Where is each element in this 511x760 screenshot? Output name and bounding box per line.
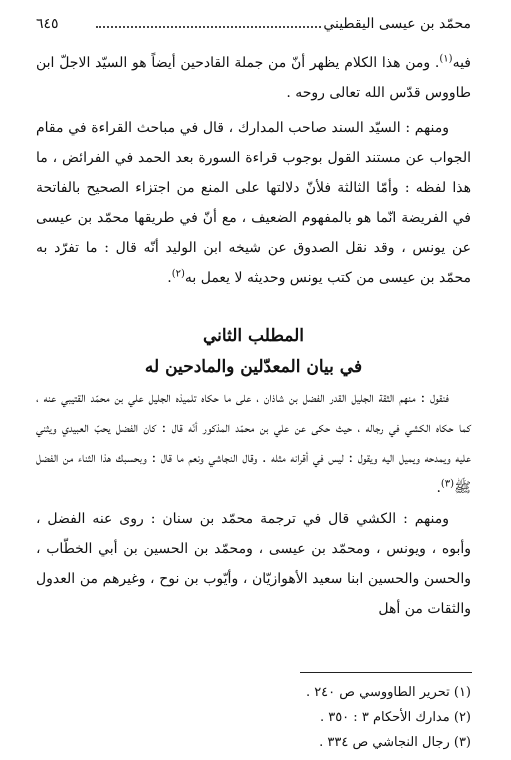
page-header: [36, 14, 471, 34]
paragraph-text: فيه: [452, 55, 471, 71]
paragraph-text-after: .: [167, 270, 172, 286]
section-subheading: في بيان المعدّلين والمادحين له: [144, 357, 363, 377]
running-title: محمّد بن عيسى اليقطيني: [323, 16, 471, 32]
footnote-3: (٣) رجال النجاشي ص ٣٣٤ .: [319, 735, 471, 750]
page-number: ٦٤٥: [36, 16, 59, 32]
footnote-ref[interactable]: (١): [439, 53, 453, 65]
section-paragraph-1: [36, 383, 471, 503]
paragraph-text: فنقول : منهم الثقة الجليل القدر الفضل بن شاذان ، على ما حكاه تلميذه الجليل علي بن محمّد القتيبي عنه ، كما حكاه الكشي في رجاله ، حيث حكى عن علي بن محمّد المذكور أنّه قال : كان الفضل يحبّ العبيدي ويثني عليه ويمدحه ويميل اليه ويقول : ليس في أقرانه مثله . وقال النجاشي ونعم ما قال : وبحسبك هذا الثناء من الفضل: [36, 390, 471, 466]
paragraph-text-after: . ومن هذا الكلام يظهر أنّ من جملة القادحين أيضاً هو السيّد الاجلّ ابن طاووس قدّس الله تعالى روحه .: [36, 55, 471, 101]
footnote-ref[interactable]: (٢): [171, 268, 185, 280]
header-dotted-leader: [96, 26, 321, 28]
footnotes: [160, 680, 471, 755]
paragraph-text-after: .: [436, 480, 441, 496]
paragraph-text: ومنهم : الكشي قال في ترجمة محمّد بن سنان : روى عنه الفضل ، وأبوه ، ويونس ، ومحمّد بن عيسى ، ومحمّد بن الحسين بن أبي الخطّاب ، والحسن والحسين ابنا سعيد الأهوازيّان ، وأيّوب بن نوح ، وغيرهم من العدول والثقات من أهل: [36, 511, 471, 617]
paragraph-1: [36, 48, 471, 108]
footnote-2: (٢) مدارك الأحكام ٣ : ٣٥٠ .: [319, 710, 471, 725]
footnote-1: (١) تحرير الطاووسي ص ٢٤٠ .: [305, 685, 471, 700]
page-body: [36, 48, 471, 624]
section-heading: المطلب الثاني: [202, 326, 305, 346]
footnote-ref[interactable]: (٣): [440, 478, 455, 490]
honorific-glyph: ﷺ: [454, 480, 471, 496]
section-paragraph-2: [36, 504, 471, 624]
paragraph-text: ومنهم : السيّد السند صاحب المدارك ، قال في مباحث القراءة في مقام الجواب عن مستند القول بوجوب قراءة السورة بعد الحمد في الفرائض ، ما هذا لفظه : وأمّا الثالثة فلأنّ دلالتها على المنع من اجتزاء الصحيح بالفاتحة في الفريضة انّما هو بالمفهوم الضعيف ، مع أنّ في طريقها محمّد بن عيسى عن يونس ، وقد نقل الصدوق عن شيخه ابن الوليد أنّه قال : ما تفرّد به محمّد بن عيسى من كتب يونس وحديثه لا يعمل به: [36, 120, 471, 286]
footnote-separator: [300, 672, 472, 673]
paragraph-2: [36, 113, 471, 293]
